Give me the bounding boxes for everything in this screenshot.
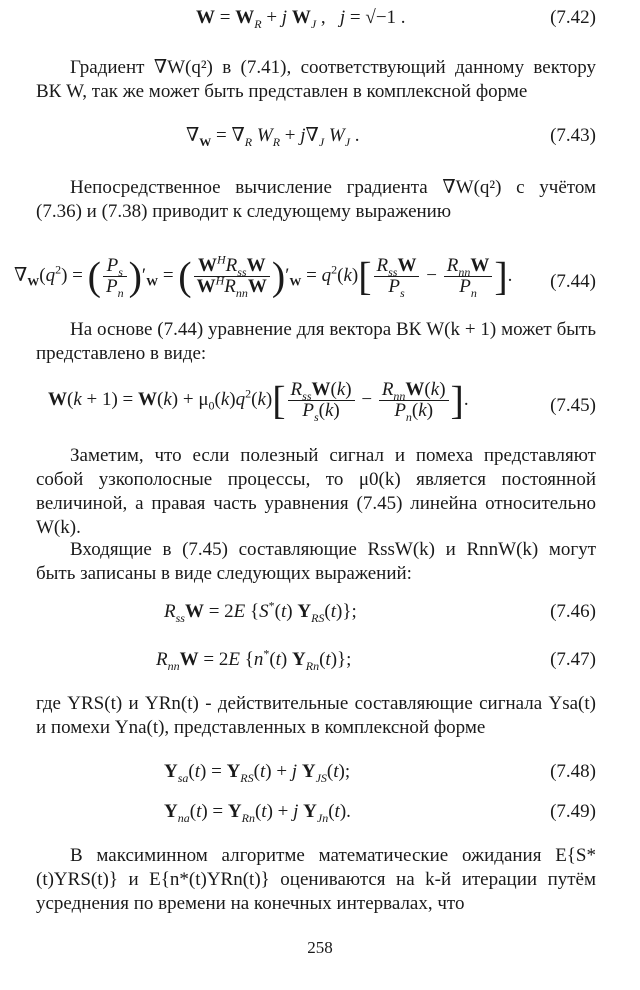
equation-7-43: $\nabla_W = \nabla_R$ $W_R + j\nabla_J$ $W_J$ . (7.43) [186,125,596,149]
paragraph: На основе (7.44) уравнение для вектора ВК W(k + 1) может быть представлено в виде: [36,319,596,364]
paragraph: Непосредственное вычисление градиента ∇W(q²) с учётом (7.36) и (7.38) приводит к следующему выражению [36,177,596,222]
equation-7-45: $W(k + 1) = W(k) + \mu_0(k)q^2(k)$[ $\frac{R_{ss}W(k)}{P_s(k)}$ − $\frac{R_{nn}W(k)}{P_n(k)}$ ]. (7.45) [48,377,596,424]
paragraph: Заметим, что если полезный сигнал и помеха представляют собой узкополосные процессы, то μ0(k) является постоянной величиной, а правая часть уравнения (7.45) линейна относительно W(k). [36,445,596,538]
equation-7-44: $\nabla_W(q^2)$ = ( $\frac{P_s}{P_n}$ )$'_W$ = ( $\frac{W^HR_{ss}W}{W^HR_{nn}W}$ )$'_W = q^2(k)$[ $\frac{R_{ss}W}{P_s}$ − $\frac{R_{nn}W}{P_n}$ ]. (7.44) [14,252,596,300]
equation-number: (7.42) [550,7,596,28]
equation-number: (7.48) [550,761,596,782]
page-number: 258 [307,938,333,957]
equation-7-49: $Y_{na}(t) = Y_{Rn}(t) + j$ $Y_{Jn}(t)$. (7.49) [164,801,596,825]
equation-7-48: $Y_{sa}(t) = Y_{RS}(t) + j$ $Y_{JS}(t)$; (7.48) [164,761,596,785]
paragraph: Входящие в (7.45) составляющие RssW(k) и RnnW(k) могут быть записаны в виде следующих выражений: [36,539,596,584]
equation-number: (7.43) [550,125,596,146]
equation-7-47: $R_{nn}W = 2E$ {n*(t) $Y_{Rn}(t)$}; (7.47) [156,646,596,673]
equation-number: (7.45) [550,395,596,416]
equation-7-46: $R_{ss}W = 2E$ {S*(t) $Y_{RS}(t)$}; (7.46) [164,598,596,625]
equation-number: (7.44) [550,271,596,292]
equation-number: (7.46) [550,601,596,622]
equation-number: (7.47) [550,649,596,670]
paragraph: В максиминном алгоритме математические ожидания E{S*(t)YRS(t)} и E{n*(t)YRn(t)} оцениваются на k-й итерации путём усреднения по времени на конечных интервалах, что [36,845,596,914]
paragraph: где YRS(t) и YRn(t) - действительные составляющие сигнала Ysa(t) и помехи Yna(t), представленных в комплексной форме [36,693,596,738]
equation-7-42: $W = W_R + j$ $W_J$ , j = √−1 . (7.42) [196,7,596,31]
equation-number: (7.49) [550,801,596,822]
paragraph: Градиент ∇W(q²) в (7.41), соответствующий данному вектору ВК W, так же может быть представлен в комплексной форме [36,57,596,102]
